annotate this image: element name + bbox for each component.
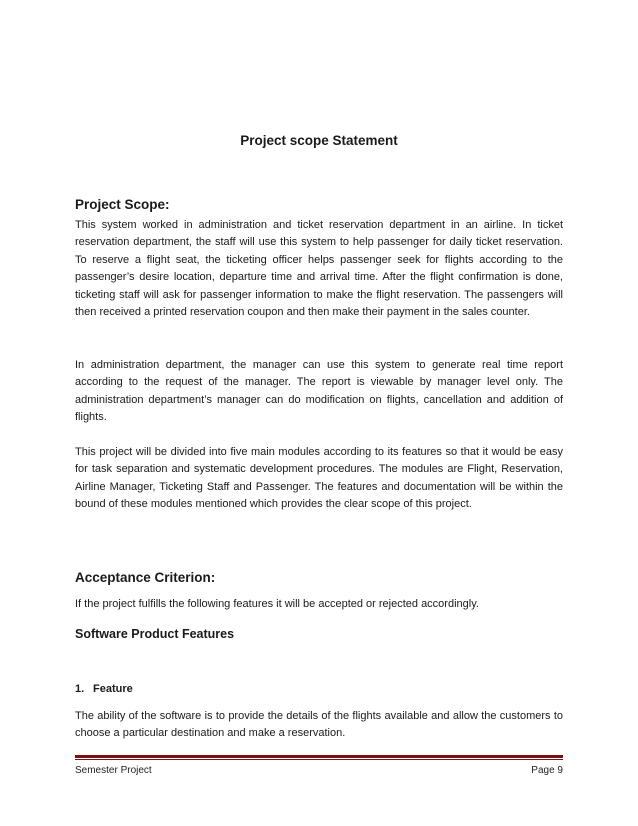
page-title: Project scope Statement bbox=[240, 133, 398, 148]
scope-paragraph-2: In administration department, the manager can use this system to generate real time report according to the request of the manager. The report is viewable by manager level only. The administration department’s manager can do modification on flights, cancellation and addition of flights. bbox=[75, 359, 563, 424]
acceptance-criterion-heading: Acceptance Criterion: bbox=[75, 570, 216, 585]
feature-label: Feature bbox=[93, 683, 133, 695]
feature-number: 1. bbox=[75, 683, 85, 695]
scope-paragraph-3: This project will be divided into five main modules according to its features so that it would be easy for task separation and systematic development procedures. The modules are Flight, Reservation, Airline Manager, Ticketing Staff and Passenger. The features and documentation will be within the bound of these modules mentioned which provides the clear scope of this project. bbox=[75, 446, 563, 511]
footer-rule-thick bbox=[75, 755, 563, 758]
acceptance-intro: If the project fulfills the following features it will be accepted or rejected accordingly. bbox=[75, 598, 479, 610]
feature-list-item bbox=[75, 683, 133, 695]
footer-left-text: Semester Project bbox=[75, 765, 152, 776]
footer-rule-thin bbox=[75, 759, 563, 760]
feature-description: The ability of the software is to provide the details of the flights available and allow the customers to choose a particular destination and make a reservation. bbox=[75, 710, 563, 740]
scope-paragraph-1: This system worked in administration and ticket reservation department in an airline. In ticket reservation department, the staff will use this system to help passenger for daily ticket reservation. To reserve a flight seat, the ticketing officer helps passenger seek for flights according to the passenger’s desire location, departure time and arrival time. After the flight confirmation is done, ticketing staff will ask for passenger information to make the flight reservation. The passengers will then received a printed reservation coupon and then make their payment in the sales counter. bbox=[75, 219, 563, 319]
page-number: Page 9 bbox=[531, 765, 563, 776]
software-features-heading: Software Product Features bbox=[75, 627, 235, 641]
project-scope-heading: Project Scope: bbox=[75, 197, 170, 212]
